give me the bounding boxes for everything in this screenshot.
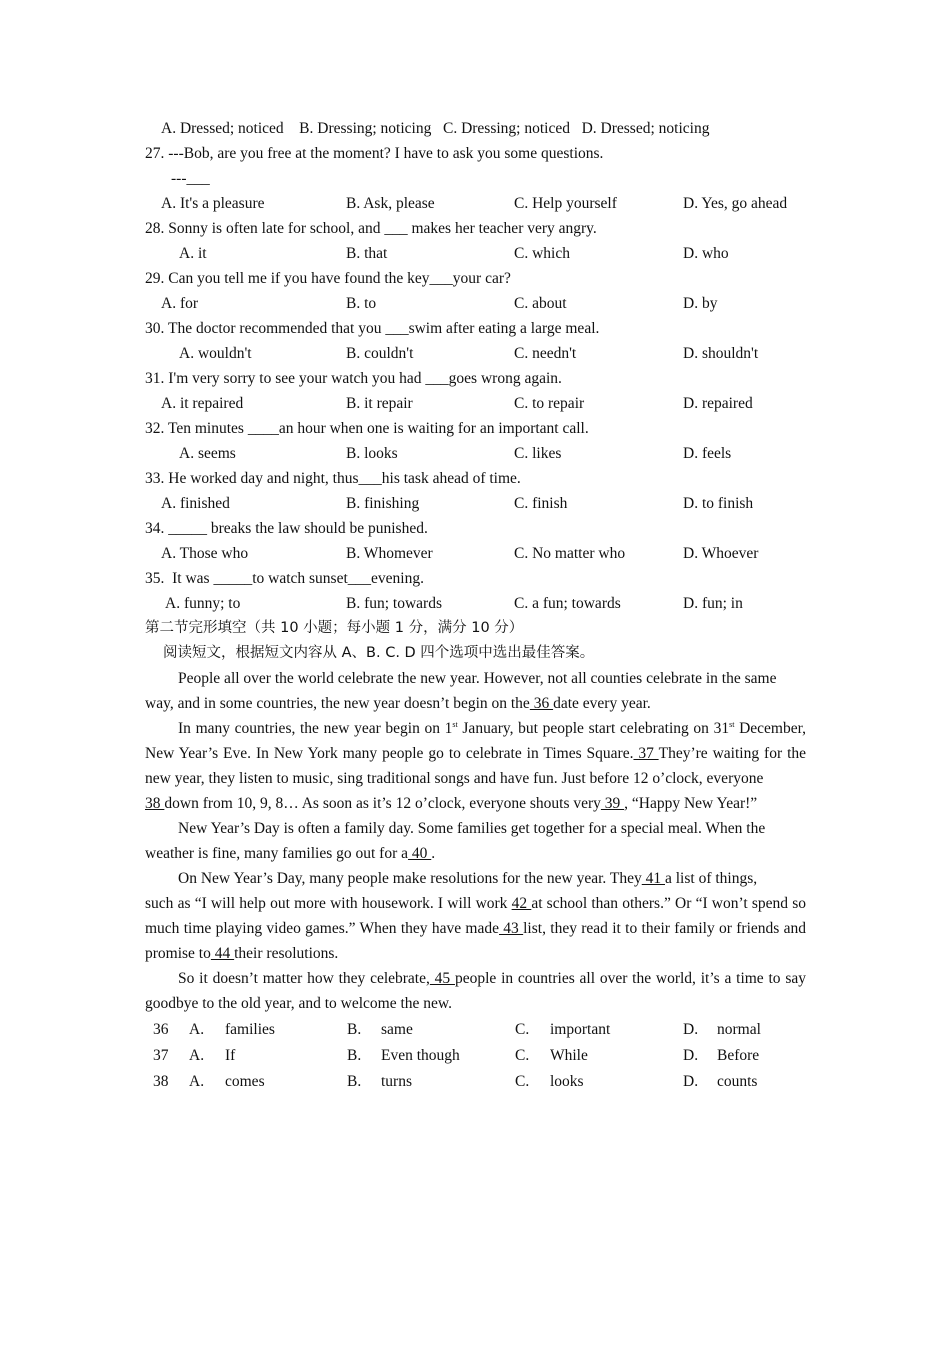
cloze-options-row-36: 36 A. families B. same C. important D. normal: [153, 1021, 761, 1038]
option-b: B. that: [346, 245, 388, 262]
option-c: C. likes: [514, 445, 562, 462]
question-27-stem: 27. ---Bob, are you free at the moment? I have to ask you some questions.: [145, 145, 604, 162]
option-d: D. feels: [683, 445, 732, 462]
option-a: A. wouldn't: [179, 345, 252, 362]
option-a: A. Those who: [161, 545, 249, 562]
section-instruction: 阅读短文，根据短文内容从 A、B. C. D 四个选项中选出最佳答案。: [163, 645, 595, 661]
option-d: D. Yes, go ahead: [683, 195, 788, 212]
blank-37: 37: [633, 745, 659, 762]
option-b: B. looks: [346, 445, 398, 462]
option-d: D. shouldn't: [683, 345, 759, 362]
option-c: C. Help yourself: [514, 195, 617, 212]
option-c: C. No matter who: [514, 545, 626, 562]
blank-41: 41: [641, 870, 665, 887]
question-29-stem: 29. Can you tell me if you have found the key___your car?: [145, 270, 511, 287]
ordinal-st: st: [729, 720, 735, 729]
passage-paragraph-4b: weather is fine, many families go out for a 40 .: [145, 845, 436, 862]
question-33-stem: 33. He worked day and night, thus___his task ahead of time.: [145, 470, 521, 487]
passage-paragraph-2: In many countries, the new year begin on 1st January, but people start celebrating on 31st December, New Year’s Eve. In New York many people go to celebrate in Times Square. 37 They’re waiting for the new year, they listen to music, sing traditional songs and have fun. Just before 12 o’clock, everyone: [145, 720, 807, 787]
question-34-options: [145, 541, 806, 566]
q26-options: A. Dressed; noticed B. Dressing; noticing C. Dressing; noticed D. Dressed; noticing: [161, 120, 710, 137]
question-30-options: [145, 341, 806, 366]
option-b: B. finishing: [346, 495, 420, 512]
option-d: D. to finish: [683, 495, 754, 512]
option-c: C. finish: [514, 495, 568, 512]
blank-43: 43: [499, 920, 524, 937]
option-a: A. It's a pleasure: [161, 195, 265, 212]
option-a: A. it repaired: [161, 395, 244, 412]
option-b: B. couldn't: [346, 345, 414, 362]
passage-paragraph-1a: People all over the world celebrate the new year. However, not all counties celebrate in the same: [178, 670, 777, 687]
blank-36: 36: [529, 695, 554, 712]
passage-paragraph-3: 38 down from 10, 9, 8… As soon as it’s 12 o’clock, everyone shouts very 39 , “Happy New Year!”: [145, 795, 758, 812]
option-d: D. by: [683, 295, 718, 312]
passage-paragraph-4a: New Year’s Day is often a family day. Some families get together for a special meal. When the: [178, 820, 766, 837]
option-d: D. repaired: [683, 395, 753, 412]
option-b: B. Ask, please: [346, 195, 435, 212]
cloze-options-row-37: 37 A. If B. Even though C. While D. Before: [153, 1047, 760, 1064]
question-32-options: [145, 441, 806, 466]
option-b: B. to: [346, 295, 377, 312]
blank-40: 40: [408, 845, 432, 862]
ordinal-st: st: [452, 720, 458, 729]
section-title: 第二节完形填空（共 10 小题；每小题 1 分，满分 10 分）: [145, 620, 524, 636]
question-28-options: [145, 241, 806, 266]
question-27-options: [145, 191, 806, 216]
blank-39: 39: [600, 795, 625, 812]
passage-paragraph-6: So it doesn’t matter how they celebrate, 45 people in countries all over the world, it’s a time to say goodbye to the old year, and to welcome the new.: [145, 970, 806, 1012]
question-35-options: [145, 591, 806, 616]
question-32-stem: 32. Ten minutes ____an hour when one is waiting for an important call.: [145, 420, 589, 437]
blank-45: 45: [429, 970, 455, 987]
question-31-stem: 31. I'm very sorry to see your watch you had ___goes wrong again.: [145, 370, 562, 387]
passage-paragraph-5a: On New Year’s Day, many people make resolutions for the new year. They 41 a list of things,: [178, 870, 758, 887]
blank-44: 44: [210, 945, 235, 962]
question-29-options: [145, 291, 806, 316]
option-a: A. funny; to: [165, 595, 241, 612]
blank-42: 42: [511, 895, 532, 912]
passage-paragraph-1b: way, and in some countries, the new year doesn’t begin on the 36 date every year.: [145, 695, 651, 712]
option-c: C. needn't: [514, 345, 577, 362]
question-28-stem: 28. Sonny is often late for school, and ___ makes her teacher very angry.: [145, 220, 597, 237]
question-33-options: [145, 491, 806, 516]
exam-page: [145, 116, 806, 1094]
cloze-options-row-38: 38 A. comes B. turns C. looks D. counts: [153, 1073, 758, 1090]
option-c: C. about: [514, 295, 567, 312]
question-31-options: [145, 391, 806, 416]
option-c: C. which: [514, 245, 570, 262]
option-c: C. a fun; towards: [514, 595, 621, 612]
question-27-answer-blank: ---___: [171, 170, 210, 187]
option-d: D. who: [683, 245, 729, 262]
option-d: D. Whoever: [683, 545, 759, 562]
option-b: B. it repair: [346, 395, 413, 412]
question-35-stem: 35. It was _____to watch sunset___evening.: [145, 570, 424, 587]
option-b: B. fun; towards: [346, 595, 443, 612]
option-a: A. for: [161, 295, 199, 312]
option-a: A. seems: [179, 445, 236, 462]
question-30-stem: 30. The doctor recommended that you ___swim after eating a large meal.: [145, 320, 600, 337]
option-a: A. it: [179, 245, 207, 262]
passage-paragraph-5b: such as “I will help out more with housework. I will work 42 at school than others.” Or “I won’t spend so much time playing video games.” When they have made 43 list, they read it to their family or friends and promise to 44 their resolutions.: [145, 895, 806, 962]
option-d: D. fun; in: [683, 595, 743, 612]
question-34-stem: 34. _____ breaks the law should be punished.: [145, 520, 428, 537]
option-c: C. to repair: [514, 395, 585, 412]
option-a: A. finished: [161, 495, 230, 512]
option-b: B. Whomever: [346, 545, 433, 562]
blank-38: 38: [145, 795, 165, 812]
